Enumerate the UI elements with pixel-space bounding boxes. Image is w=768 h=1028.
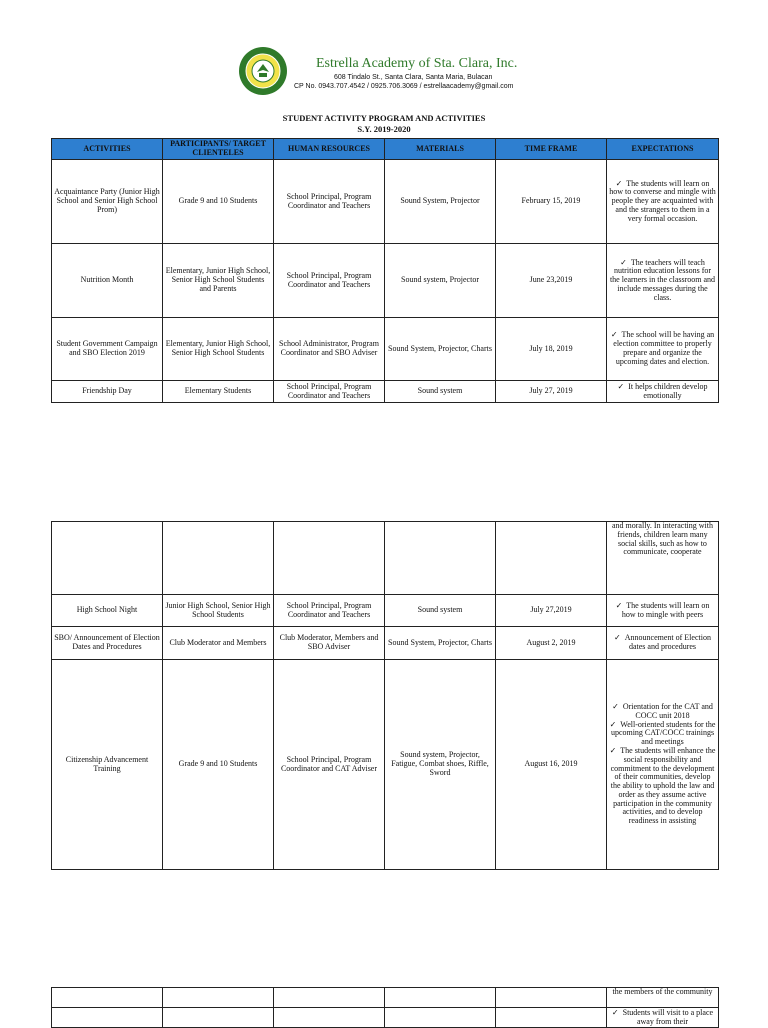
table-row bbox=[52, 627, 719, 660]
cell-participants: Elementary, Junior High School, Senior High School Students and Parents bbox=[163, 244, 274, 318]
cell-resources: Club Moderator, Members and SBO Adviser bbox=[274, 627, 385, 660]
checkmark-icon: ✓ bbox=[612, 701, 619, 711]
cell-expectation: ✓ Students will visit to a place away from their bbox=[607, 1008, 719, 1028]
table-row bbox=[52, 595, 719, 627]
cell-resources: School Principal, Program Coordinator and Teachers bbox=[274, 595, 385, 627]
cell-expectation: ✓ The students will learn on how to converse and mingle with people they are acquainted with and the strangers to them in a very formal occasion. bbox=[607, 160, 719, 244]
cell-resources: School Principal, Program Coordinator and CAT Adviser bbox=[274, 660, 385, 870]
cell-participants: Elementary Students bbox=[163, 381, 274, 403]
cell-expectation: ✓ The students will learn on how to mingle with peers bbox=[607, 595, 719, 627]
cell-activity: Citizenship Advancement Training bbox=[52, 660, 163, 870]
col-participants: PARTICIPANTS/ TARGET CLIENTELES bbox=[163, 139, 274, 160]
cell-expectation: ✓ It helps children develop emotionally bbox=[607, 381, 719, 403]
cell-materials: Sound system bbox=[385, 381, 496, 403]
cell-materials: Sound System, Projector, Charts bbox=[385, 627, 496, 660]
activity-table-page3 bbox=[51, 987, 719, 1028]
cell-resources: School Principal, Program Coordinator and Teachers bbox=[274, 381, 385, 403]
letterhead bbox=[0, 46, 768, 98]
checkmark-icon: ✓ bbox=[609, 745, 617, 755]
school-contact: CP No. 0943.707.4542 / 0925.706.3069 / estrellaacademy@gmail.com bbox=[294, 83, 514, 90]
cell-time: July 27,2019 bbox=[496, 595, 607, 627]
cell-expectation-continued: and morally. In interacting with friends, children learn many social skills, such as how to communicate, cooperate bbox=[607, 522, 719, 595]
table-row bbox=[52, 160, 719, 244]
cell-expectation: ✓ The teachers will teach nutrition education lessons for the learners in the classroom and include messages during the class. bbox=[607, 244, 719, 318]
cell-materials: Sound System, Projector bbox=[385, 160, 496, 244]
cell-activity: Acquaintance Party (Junior High School and Senior High School Prom) bbox=[52, 160, 163, 244]
cell-expectation: ✓ The school will be having an election committee to properly prepare and organize the upcoming dates and election. bbox=[607, 318, 719, 381]
table-row-continued bbox=[52, 988, 719, 1008]
cell-expectation: ✓ Orientation for the CAT and COCC unit 2018 ✓ Well-oriented students for the upcoming CAT/COCC trainings and meetings ✓ The students will enhance the social responsibility and commitment to the development of their communities, develop the ability to uphold the law and order as they assume active participation in the community activities, and to develop readiness in assisting bbox=[607, 660, 719, 870]
cell-materials: Sound system, Projector bbox=[385, 244, 496, 318]
checkmark-icon: ✓ bbox=[611, 1007, 619, 1017]
checkmark-icon: ✓ bbox=[615, 178, 623, 188]
table-row bbox=[52, 660, 719, 870]
cell-time: June 23,2019 bbox=[496, 244, 607, 318]
col-expectations: EXPECTATIONS bbox=[607, 139, 719, 160]
cell-materials: Sound system, Projector, Fatigue, Combat shoes, Riffle, Sword bbox=[385, 660, 496, 870]
cell-participants: Elementary, Junior High School, Senior High School Students bbox=[163, 318, 274, 381]
cell-time: August 2, 2019 bbox=[496, 627, 607, 660]
col-materials: MATERIALS bbox=[385, 139, 496, 160]
table-header-row bbox=[52, 139, 719, 160]
checkmark-icon: ✓ bbox=[609, 719, 617, 729]
cell-activity: High School Night bbox=[52, 595, 163, 627]
cell-activity: Student Government Campaign and SBO Election 2019 bbox=[52, 318, 163, 381]
table-row-continued bbox=[52, 522, 719, 595]
checkmark-icon: ✓ bbox=[617, 381, 625, 391]
cell-participants: Junior High School, Senior High School Students bbox=[163, 595, 274, 627]
col-human-resources: HUMAN RESOURCES bbox=[274, 139, 385, 160]
school-address: 608 Tindalo St., Santa Clara, Santa Maria, Bulacan bbox=[334, 74, 493, 81]
table-row bbox=[52, 244, 719, 318]
cell-expectation: ✓ Announcement of Election dates and procedures bbox=[607, 627, 719, 660]
cell-time: July 18, 2019 bbox=[496, 318, 607, 381]
school-seal-icon bbox=[238, 46, 288, 96]
school-name: Estrella Academy of Sta. Clara, Inc. bbox=[316, 56, 518, 71]
cell-resources: School Principal, Program Coordinator and Teachers bbox=[274, 160, 385, 244]
checkmark-icon: ✓ bbox=[614, 633, 621, 643]
col-activities: ACTIVITIES bbox=[52, 139, 163, 160]
activity-table-page2 bbox=[51, 521, 719, 870]
cell-time: February 15, 2019 bbox=[496, 160, 607, 244]
school-year: S.Y. 2019-2020 bbox=[357, 124, 411, 134]
cell-materials: Sound system bbox=[385, 595, 496, 627]
checkmark-icon: ✓ bbox=[620, 257, 627, 267]
table-row bbox=[52, 1008, 719, 1028]
document-title: STUDENT ACTIVITY PROGRAM AND ACTIVITIES bbox=[282, 113, 486, 123]
cell-participants: Grade 9 and 10 Students bbox=[163, 660, 274, 870]
cell-resources: School Administrator, Program Coordinator and SBO Adviser bbox=[274, 318, 385, 381]
col-time-frame: TIME FRAME bbox=[496, 139, 607, 160]
cell-activity: Friendship Day bbox=[52, 381, 163, 403]
table-row bbox=[52, 318, 719, 381]
checkmark-icon: ✓ bbox=[610, 330, 618, 340]
cell-time: July 27, 2019 bbox=[496, 381, 607, 403]
activity-table-page1 bbox=[51, 138, 719, 403]
checkmark-icon: ✓ bbox=[615, 600, 623, 610]
cell-resources: School Principal, Program Coordinator and Teachers bbox=[274, 244, 385, 318]
cell-participants: Grade 9 and 10 Students bbox=[163, 160, 274, 244]
table-row bbox=[52, 381, 719, 403]
cell-activity: Nutrition Month bbox=[52, 244, 163, 318]
cell-activity: SBO/ Announcement of Election Dates and Procedures bbox=[52, 627, 163, 660]
cell-expectation-continued: the members of the community bbox=[607, 988, 719, 1008]
cell-time: August 16, 2019 bbox=[496, 660, 607, 870]
cell-participants: Club Moderator and Members bbox=[163, 627, 274, 660]
cell-materials: Sound System, Projector, Charts bbox=[385, 318, 496, 381]
